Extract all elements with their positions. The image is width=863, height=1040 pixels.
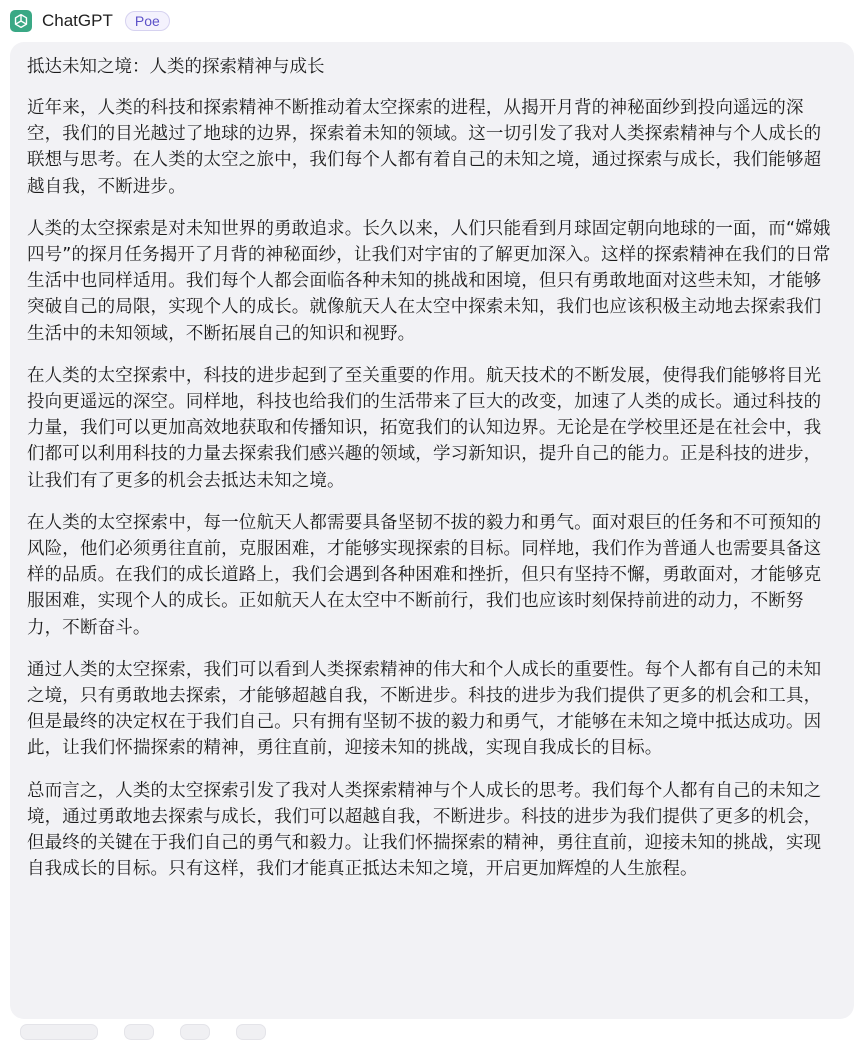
message-paragraph: 近年来，人类的科技和探索精神不断推动着太空探索的进程，从揭开月背的神秘面纱到投向遥远的深空，我们的目光越过了地球的边界，探索着未知的领域。这一切引发了我对人类探索精神与个人成长的联想与思考。在人类的太空之旅中，我们每个人都有着自己的未知之境，通过探索与成长，我们能够超越自我，不断进步。 bbox=[27, 98, 822, 197]
message-paragraph: 在人类的太空探索中，每一位航天人都需要具备坚韧不拔的毅力和勇气。面对艰巨的任务和不可预知的风险，他们必须勇往直前，克服困难，才能够实现探索的目标。同样地，我们作为普通人也需要具备这样的品质。在我们的成长道路上，我们会遇到各种困难和挫折，但只有坚持不懈，勇敢面对，才能够克服困难，实现个人的成长。正如航天人在太空中不断前行，我们也应该时刻保持前进的动力，不断努力，不断奋斗。 bbox=[27, 512, 822, 638]
message-paragraph: 人类的太空探索是对未知世界的勇敢追求。长久以来，人们只能看到月球固定朝向地球的一面，而“嫦娥四号”的探月任务揭开了月背的神秘面纱，让我们对宇宙的了解更加深入。这样的探索精神在我们的日常生活中也同样适用。我们每个人都会面临各种未知的挑战和困境，但只有勇敢地面对这些未知，才能够突破自己的局限，实现个人的成长。就像航天人在太空中探索未知，我们也应该积极主动地去探索我们生活中的未知领域，不断拓展自己的知识和视野。 bbox=[27, 218, 831, 344]
message-header bbox=[10, 8, 170, 34]
message-bubble bbox=[10, 42, 854, 1019]
message-paragraph: 通过人类的太空探索，我们可以看到人类探索精神的伟大和个人成长的重要性。每个人都有自己的未知之境，只有勇敢地去探索，才能够超越自我，不断进步。科技的进步为我们提供了更多的机会和工具，但是最终的决定权在于我们自己。只有拥有坚韧不拔的毅力和勇气，才能够在未知之境中抵达成功。因此，让我们怀揣探索的精神，勇往直前，迎接未知的挑战，实现自我成长的目标。 bbox=[27, 659, 822, 759]
message-paragraph: 在人类的太空探索中，科技的进步起到了至关重要的作用。航天技术的不断发展，使得我们能够将目光投向更遥远的深空。同样地，科技也给我们的生活带来了巨大的改变，加速了人类的成长。通过科技的力量，我们可以更加高效地获取和传播知识，拓宽我们的认知边界。无论是在学校里还是在社会中，我们都可以利用科技的力量去探索我们感兴趣的领域，学习新知识，提升自己的能力。正是科技的进步，让我们有了更多的机会去抵达未知之境。 bbox=[27, 365, 822, 491]
dislike-button[interactable] bbox=[180, 1024, 210, 1040]
message-action-bar bbox=[20, 1024, 266, 1040]
more-options-button[interactable] bbox=[236, 1024, 266, 1040]
like-button[interactable] bbox=[124, 1024, 154, 1040]
share-button[interactable] bbox=[20, 1024, 98, 1040]
openai-logo-icon[interactable] bbox=[10, 10, 32, 32]
bot-name[interactable]: ChatGPT bbox=[42, 11, 113, 30]
message-title: 抵达未知之境：人类的探索精神与成长 bbox=[27, 57, 325, 77]
poe-badge: Poe bbox=[125, 11, 170, 31]
openai-logo-glyph bbox=[13, 13, 29, 29]
message-paragraph: 总而言之，人类的太空探索引发了我对人类探索精神与个人成长的思考。我们每个人都有自己的未知之境，通过勇敢地去探索与成长，我们可以超越自我，不断进步。科技的进步为我们提供了更多的机会，但最终的关键在于我们自己的勇气和毅力。让我们怀揣探索的精神，勇往直前，迎接未知的挑战，实现自我成长的目标。只有这样，我们才能真正抵达未知之境，开启更加辉煌的人生旅程。 bbox=[27, 780, 822, 880]
